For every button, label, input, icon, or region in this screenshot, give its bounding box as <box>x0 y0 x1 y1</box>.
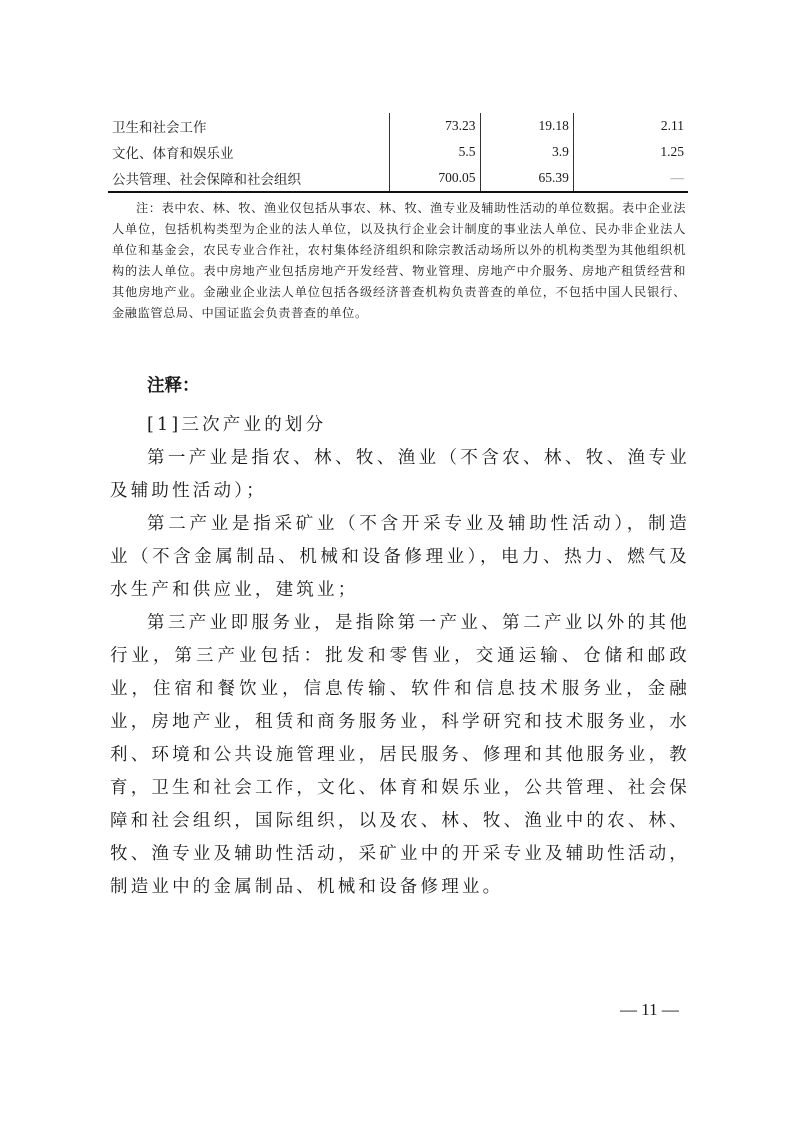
table-row <box>108 165 688 192</box>
page-number: — 11 — <box>620 1000 679 1019</box>
table-row <box>108 139 688 165</box>
row-value-1: 73.23 <box>390 113 480 139</box>
notes-paragraph-primary-industry: 第一产业是指农、林、牧、渔业（不含农、林、牧、渔专业及辅助性活动）； <box>110 448 690 501</box>
table-row <box>108 113 688 139</box>
row-industry-name: 文化、体育和娱乐业 <box>112 146 234 161</box>
notes-paragraph-secondary-industry: 第二产业是指采矿业（不含开采专业及辅助性活动），制造业（不含金属制品、机械和设备修理业），电力、热力、燃气及水生产和供应业，建筑业； <box>110 514 690 600</box>
notes-body <box>110 409 690 904</box>
statistics-table <box>108 113 688 193</box>
row-value-1: 700.05 <box>390 165 480 192</box>
row-value-2: 65.39 <box>480 165 573 192</box>
row-value-2: 3.9 <box>480 139 573 165</box>
notes-subheading: [1]三次产业的划分 <box>147 415 327 435</box>
notes-heading: 注释： <box>147 376 200 396</box>
notes-paragraph-tertiary-industry: 第三产业即服务业，是指除第一产业、第二产业以外的其他行业，第三产业包括：批发和零售业，交通运输、仓储和邮政业，住宿和餐饮业，信息传输、软件和信息技术服务业，金融业，房地产业，租赁和商务服务业，科学研究和技术服务业，水利、环境和公共设施管理业，居民服务、修理和其他服务业，教育，卫生和社会工作，文化、体育和娱乐业，公共管理、社会保障和社会组织，国际组织，以及农、林、牧、渔业中的农、林、牧、渔专业及辅助性活动，采矿业中的开采专业及辅助性活动，制造业中的金属制品、机械和设备修理业。 <box>110 613 690 897</box>
row-value-3: — <box>573 165 688 192</box>
row-industry-name: 卫生和社会工作 <box>112 120 207 135</box>
row-value-2: 19.18 <box>480 113 573 139</box>
row-value-3: 1.25 <box>573 139 688 165</box>
row-value-1: 5.5 <box>390 139 480 165</box>
statistics-table-continuation <box>108 113 688 193</box>
row-industry-name: 公共管理、社会保障和社会组织 <box>108 165 390 192</box>
row-value-3: 2.11 <box>573 113 688 139</box>
table-footnote: 注：表中农、林、牧、渔业仅包括从事农、林、牧、渔专业及辅助性活动的单位数据。表中企业法人单位，包括机构类型为企业的法人单位，以及执行企业会计制度的事业法人单位、民办非企业法人单位和基金会，农民专业合作社，农村集体经济组织和除宗教活动场所以外的机构类型为其他组织机构的法人单位。表中房地产业包括房地产开发经营、物业管理、房地产中介服务、房地产租赁经营和其他房地产业。金融业企业法人单位包括各级经济普查机构负责普查的单位，不包括中国人民银行、金融监管总局、中国证监会负责普查的单位。 <box>112 201 686 320</box>
